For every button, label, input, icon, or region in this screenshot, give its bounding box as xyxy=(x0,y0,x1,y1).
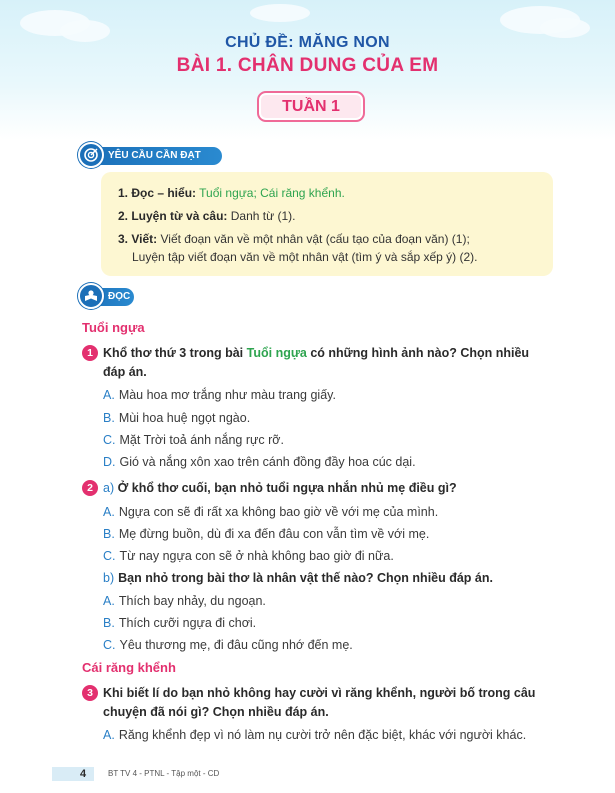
requirement-text: Danh từ (1). xyxy=(230,209,296,223)
footer-bar xyxy=(52,767,94,781)
option-text: Răng khểnh đẹp vì nó làm nụ cười trở nên đặc biệt, khác với người khác. xyxy=(118,728,527,742)
question-2 xyxy=(82,479,562,498)
page-number: 4 xyxy=(80,768,87,780)
option-a[interactable] xyxy=(103,726,563,744)
question-number: 1 xyxy=(82,345,98,361)
option-a[interactable] xyxy=(103,503,563,521)
sub-question-label: b) xyxy=(103,571,115,585)
option-b[interactable] xyxy=(103,525,563,543)
question-text: Khi biết lí do bạn nhỏ không hay cười vì răng khểnh, người bố trong câu xyxy=(103,686,536,700)
requirement-label: 1. Đọc – hiểu: xyxy=(118,186,197,200)
page-footer xyxy=(52,767,562,781)
cloud-decoration xyxy=(250,4,310,22)
question-text: đáp án. xyxy=(103,365,147,379)
option-letter: C. xyxy=(103,433,116,447)
story-title: Tuổi ngựa xyxy=(82,320,145,335)
theme-title: CHỦ ĐỀ: MĂNG NON xyxy=(225,34,390,51)
sub-question-label: a) xyxy=(103,481,115,495)
requirements-box xyxy=(101,172,553,276)
week-badge: TUẦN 1 xyxy=(257,91,365,122)
option-text: Ngựa con sẽ đi rất xa không bao giờ về với mẹ của mình. xyxy=(118,505,439,519)
question-1 xyxy=(82,344,562,382)
option-letter: A. xyxy=(103,388,115,402)
option-c[interactable] xyxy=(103,431,563,449)
option-letter: A. xyxy=(103,505,115,519)
question-text: Ở khổ thơ cuối, bạn nhỏ tuổi ngựa nhắn nhủ mẹ điều gì? xyxy=(117,481,457,495)
question-3 xyxy=(82,684,562,722)
requirement-text: Tuổi ngựa; Cái răng khểnh. xyxy=(199,186,345,200)
option-text: Mẹ đừng buồn, dù đi xa đến đâu con vẫn tìm về với mẹ. xyxy=(118,527,430,541)
story-title: Cái răng khểnh xyxy=(82,660,176,675)
option-text: Thích bay nhảy, du ngoạn. xyxy=(118,594,266,608)
option-b[interactable] xyxy=(103,614,563,632)
requirement-item xyxy=(118,230,539,266)
question-text: chuyện đã nói gì? Chọn nhiều đáp án. xyxy=(103,705,329,719)
option-c[interactable] xyxy=(103,547,563,565)
option-c[interactable] xyxy=(103,636,563,654)
option-a[interactable] xyxy=(103,386,563,404)
option-letter: C. xyxy=(103,549,116,563)
option-text: Yêu thương mẹ, đi đâu cũng nhớ đến mẹ. xyxy=(119,638,353,652)
option-letter: B. xyxy=(103,616,115,630)
question-number: 2 xyxy=(82,480,98,496)
option-a[interactable] xyxy=(103,592,563,610)
target-icon xyxy=(78,142,104,168)
option-text: Từ nay ngựa con sẽ ở nhà không bao giờ đi nữa. xyxy=(119,549,394,563)
question-text: Khổ thơ thứ 3 trong bài xyxy=(103,346,244,360)
option-text: Thích cưỡi ngựa đi chơi. xyxy=(118,616,257,630)
requirement-label: 2. Luyện từ và câu: xyxy=(118,209,228,223)
requirements-header xyxy=(82,147,222,165)
option-d[interactable] xyxy=(103,453,563,471)
option-b[interactable] xyxy=(103,409,563,427)
requirement-text: Viết đoạn văn về một nhân vật (cấu tạo của đoạn văn) (1); xyxy=(160,232,470,246)
lesson-title: BÀI 1. CHÂN DUNG CỦA EM xyxy=(176,55,439,76)
book-title: BT TV 4 - PTNL - Tập một - CD xyxy=(108,769,220,778)
option-letter: B. xyxy=(103,527,115,541)
question-text: Bạn nhỏ trong bài thơ là nhân vật thế nào? Chọn nhiều đáp án. xyxy=(118,571,493,585)
option-letter: A. xyxy=(103,728,115,742)
reader-icon xyxy=(78,283,104,309)
sub-question-b xyxy=(103,569,563,587)
requirement-item xyxy=(118,184,539,202)
option-letter: C. xyxy=(103,638,116,652)
option-text: Gió và nắng xôn xao trên cánh đồng đầy hoa cúc dại. xyxy=(119,455,416,469)
option-text: Mặt Trời toả ánh nắng rực rỡ. xyxy=(119,433,284,447)
requirement-item xyxy=(118,207,539,225)
question-text: có những hình ảnh nào? Chọn nhiều xyxy=(310,346,530,360)
story-reference: Tuổi ngựa xyxy=(246,346,307,360)
requirement-text-continued: Luyện tập viết đoạn văn về một nhân vật (tìm ý và sắp xếp ý) (2). xyxy=(132,250,478,264)
requirements-title: YÊU CẦU CẦN ĐẠT xyxy=(108,150,201,161)
option-text: Màu hoa mơ trắng như màu trang giấy. xyxy=(118,388,336,402)
option-letter: B. xyxy=(103,411,115,425)
option-letter: A. xyxy=(103,594,115,608)
reading-title: ĐỌC xyxy=(108,291,131,302)
option-text: Mùi hoa huệ ngọt ngào. xyxy=(118,411,251,425)
reading-header xyxy=(82,288,134,306)
requirement-label: 3. Viết: xyxy=(118,232,158,246)
question-number: 3 xyxy=(82,685,98,701)
option-letter: D. xyxy=(103,455,116,469)
